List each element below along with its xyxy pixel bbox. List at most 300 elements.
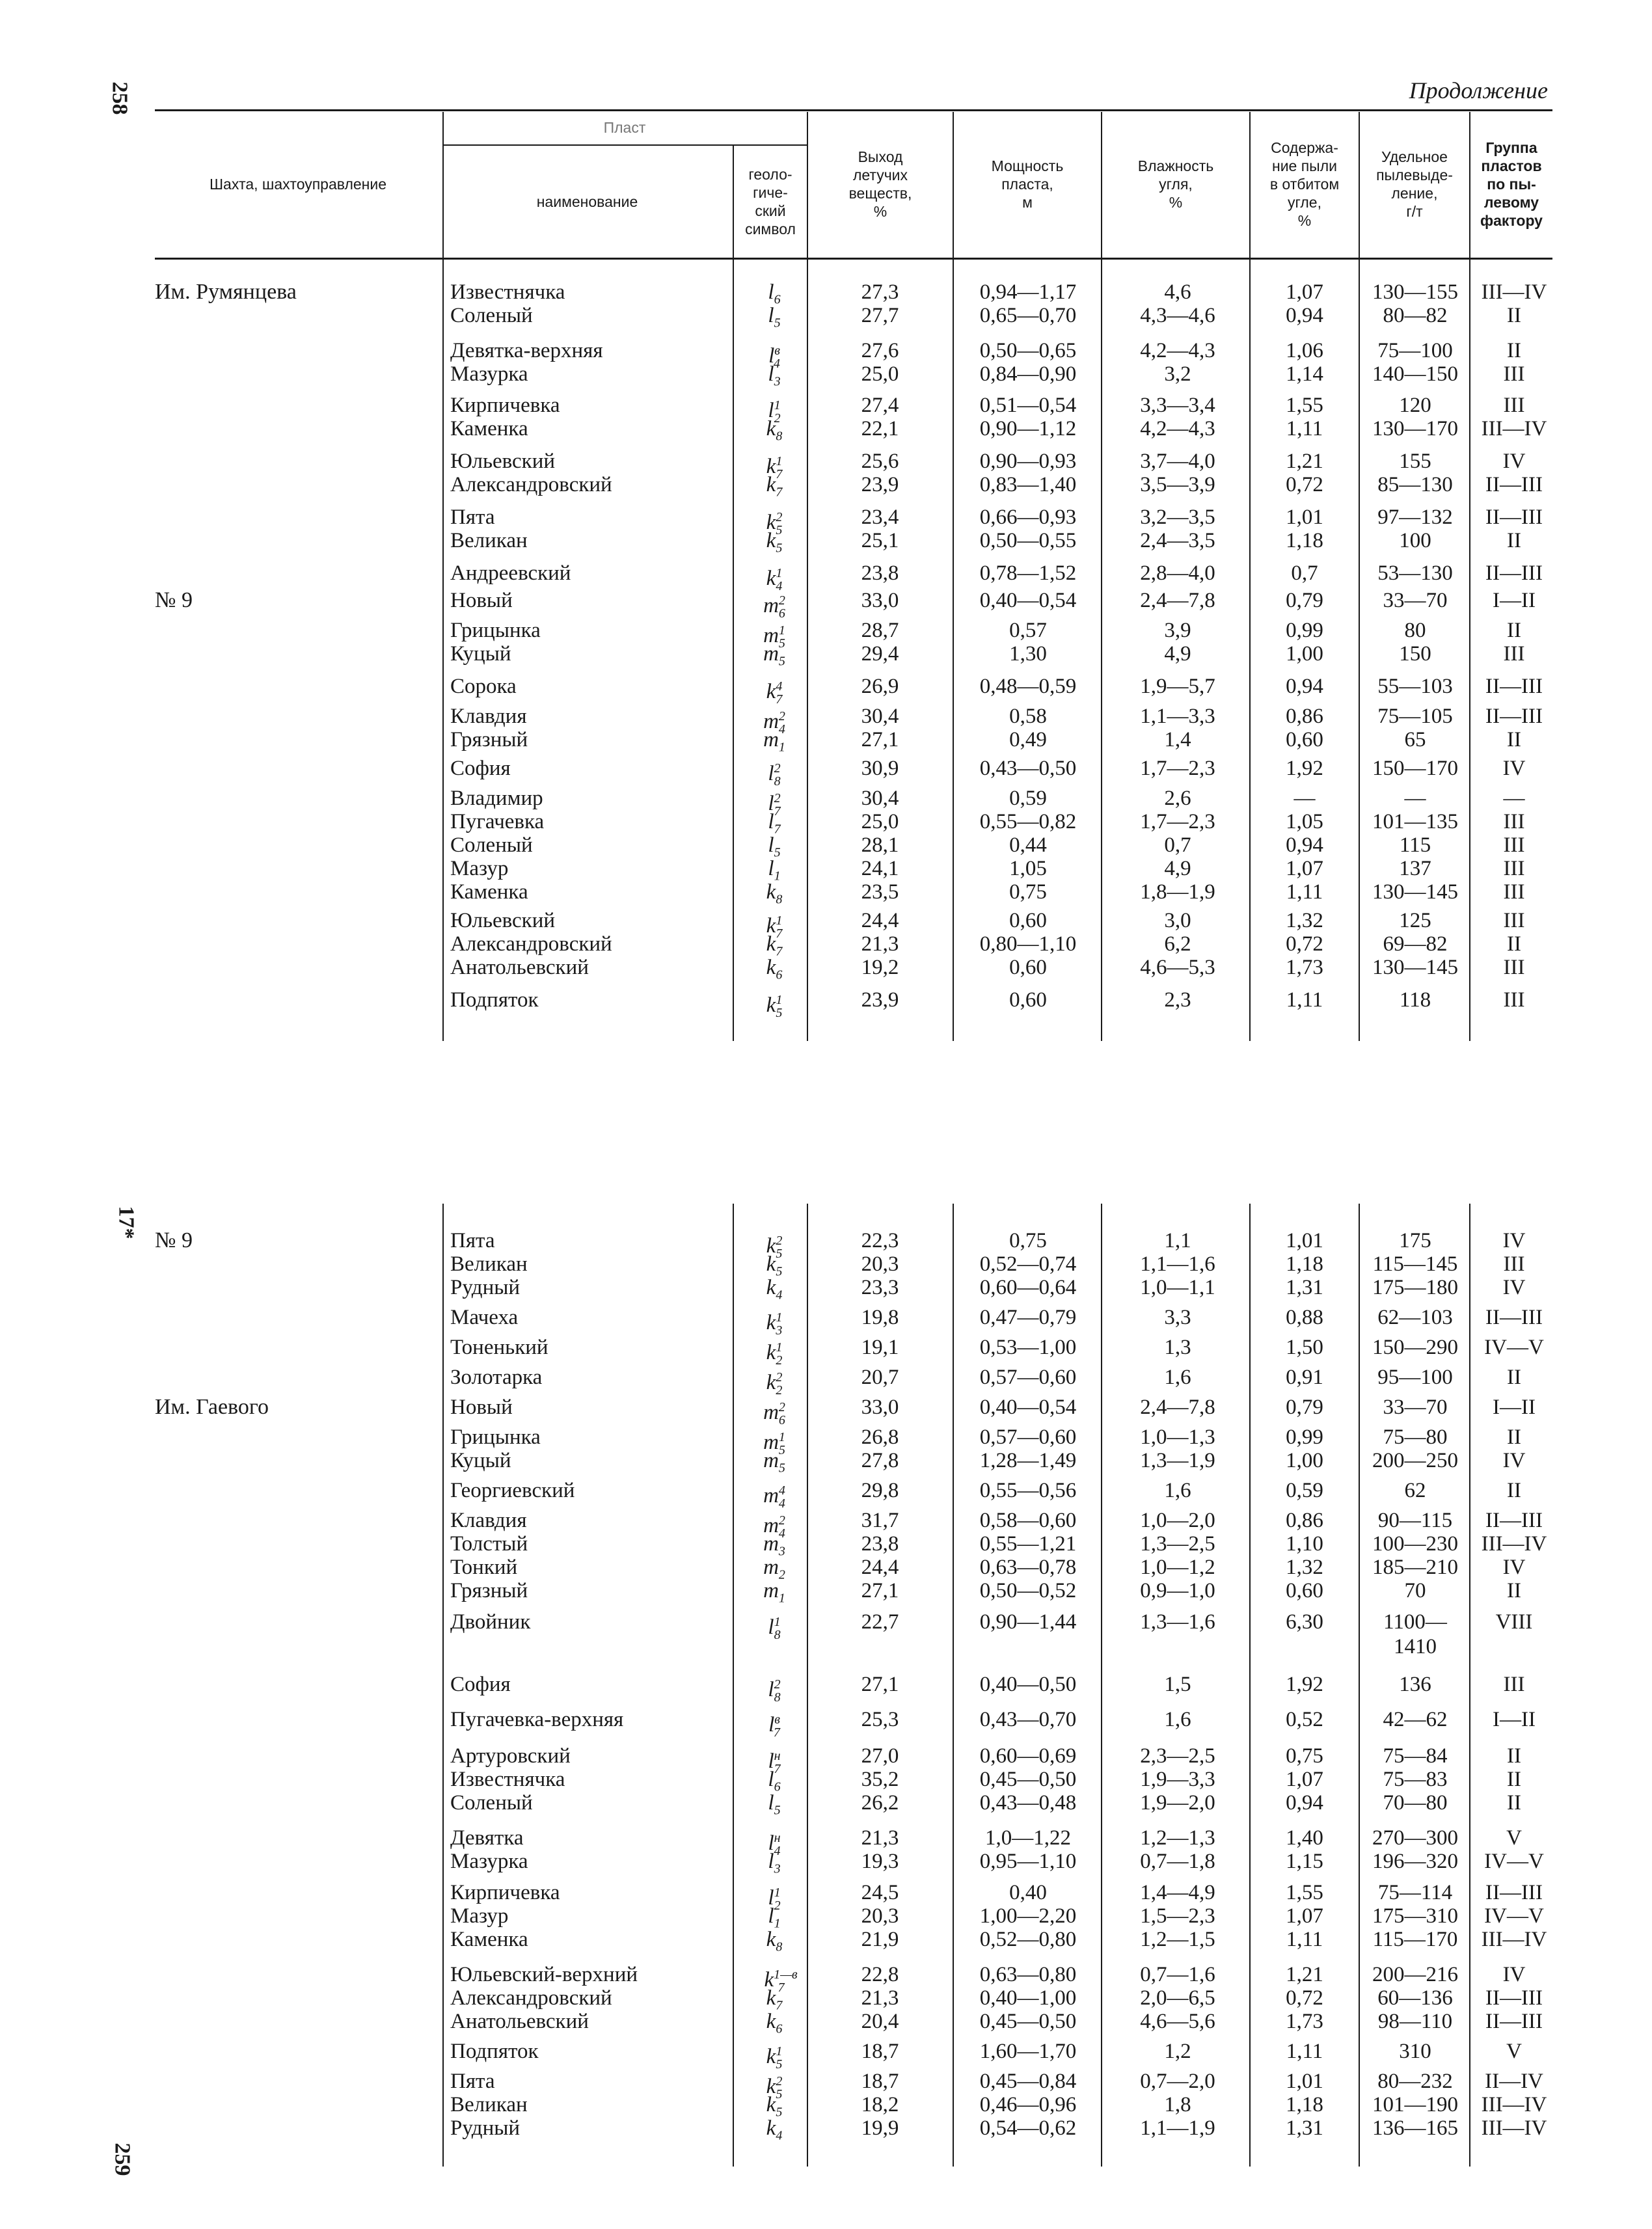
table-row <box>0 1610 1652 1658</box>
seam-name: Мачеха <box>450 1306 519 1329</box>
thickness-value: 0,94—1,17 <box>979 280 1077 304</box>
volatile-value: 30,4 <box>861 787 899 810</box>
thickness-value: 1,30 <box>1009 642 1047 666</box>
specific-dust-value: 101—190 <box>1372 2093 1458 2116</box>
humidity-value: 1,3—1,6 <box>1140 1610 1215 1634</box>
thickness-value: 0,49 <box>1009 728 1047 751</box>
humidity-value: 1,6 <box>1164 1479 1191 1502</box>
humidity-value: 3,2 <box>1164 362 1191 386</box>
table-row <box>0 618 1652 651</box>
volatile-value: 21,9 <box>861 1928 899 1951</box>
dust-content-value: 1,55 <box>1286 394 1323 417</box>
humidity-value: 1,0—1,3 <box>1140 1425 1215 1449</box>
specific-dust-value: 270—300 <box>1372 1826 1458 1850</box>
dust-content-value: 1,31 <box>1286 1276 1323 1299</box>
group-value: — <box>1503 787 1525 810</box>
group-value: III <box>1503 362 1525 386</box>
geo-symbol: $k_8$ <box>766 1928 783 1954</box>
humidity-value: 4,6—5,3 <box>1140 956 1215 979</box>
continuation-label: Продолжение <box>1409 77 1548 103</box>
humidity-value: 4,9 <box>1164 642 1191 666</box>
thickness-value: 0,75 <box>1009 880 1047 904</box>
group-value: II—III <box>1485 2010 1543 2033</box>
geo-symbol: $m_3$ <box>763 1532 785 1559</box>
specific-dust-value: 65 <box>1404 728 1426 751</box>
table-row <box>0 727 1652 755</box>
table-row <box>0 1826 1652 1858</box>
specific-dust-value: 80—232 <box>1377 2070 1453 2093</box>
specific-dust-value: 101—135 <box>1372 810 1458 833</box>
group-value: I—II <box>1493 1396 1536 1419</box>
volatile-value: 22,1 <box>861 417 899 440</box>
thickness-value: 0,80—1,10 <box>979 932 1077 956</box>
specific-dust-value: 75—100 <box>1377 339 1453 362</box>
specific-dust-value: 136—165 <box>1372 2116 1458 2140</box>
dust-content-value: 0,75 <box>1286 1744 1323 1768</box>
specific-dust-value: 97—132 <box>1377 506 1453 529</box>
table-row <box>0 1228 1652 1261</box>
table-row <box>0 1744 1652 1776</box>
humidity-value: 1,0—1,2 <box>1140 1556 1215 1579</box>
header-shaft: Шахта, шахтоуправление <box>209 176 387 193</box>
seam-name: Анатольевский <box>450 956 589 979</box>
dust-content-value: 1,11 <box>1286 417 1323 440</box>
table-row <box>0 642 1652 669</box>
volatile-value: 20,4 <box>861 2010 899 2033</box>
group-value: III <box>1503 956 1525 979</box>
thickness-value: 0,43—0,48 <box>979 1791 1077 1815</box>
table-row <box>0 362 1652 389</box>
thickness-value: 0,60 <box>1009 909 1047 932</box>
group-value: IV—V <box>1484 1336 1544 1359</box>
volatile-value: 27,3 <box>861 280 899 304</box>
dust-content-value: 0,72 <box>1286 932 1323 956</box>
seam-name: Мазур <box>450 1904 509 1928</box>
seam-name: Рудный <box>450 2116 521 2140</box>
volatile-value: 18,7 <box>861 2040 899 2063</box>
humidity-value: 2,4—7,8 <box>1140 1396 1215 1419</box>
volatile-value: 27,1 <box>861 1579 899 1602</box>
group-value: II—III <box>1485 561 1543 585</box>
dust-content-value: 1,07 <box>1286 280 1323 304</box>
volatile-value: 26,2 <box>861 1791 899 1815</box>
table-top-rule <box>155 109 1552 111</box>
thickness-value: 0,57—0,60 <box>979 1425 1077 1449</box>
seam-name: Владимир <box>450 787 543 810</box>
geo-symbol: $k^1_5$ <box>766 993 783 1020</box>
volatile-value: 27,8 <box>861 1449 899 1472</box>
specific-dust-value: 140—150 <box>1372 362 1458 386</box>
dust-content-value: 1,10 <box>1286 1532 1323 1556</box>
thickness-value: 0,45—0,84 <box>979 2070 1077 2093</box>
table-row <box>0 1927 1652 1952</box>
header-divider <box>733 146 734 258</box>
seam-name: Подпяток <box>450 2040 539 2063</box>
specific-dust-value: 53—130 <box>1377 561 1453 585</box>
humidity-value: 1,1—1,6 <box>1140 1252 1215 1276</box>
geo-symbol: $k_5$ <box>766 2093 783 2120</box>
geo-symbol: $k^2_2$ <box>766 1370 783 1398</box>
group-value: III—IV <box>1481 1532 1547 1556</box>
group-value: IV—V <box>1484 1850 1544 1873</box>
geo-symbol: $k_4$ <box>766 1276 783 1303</box>
dust-content-value: 1,15 <box>1286 1850 1323 1873</box>
thickness-value: 0,78—1,52 <box>979 561 1077 585</box>
group-value: IV <box>1502 757 1526 780</box>
humidity-value: 1,5 <box>1164 1673 1191 1696</box>
table-row <box>0 1425 1652 1457</box>
geo-symbol: $l^2_8$ <box>768 1677 781 1705</box>
volatile-value: 28,7 <box>861 619 899 642</box>
seam-name: Грязный <box>450 728 528 751</box>
humidity-value: 2,8—4,0 <box>1140 561 1215 585</box>
header-divider <box>807 112 808 258</box>
table-row <box>0 1849 1652 1874</box>
humidity-value: 1,7—2,3 <box>1140 810 1215 833</box>
humidity-value: 3,3 <box>1164 1306 1191 1329</box>
specific-dust-value: 200—216 <box>1372 1963 1458 1986</box>
table-row <box>0 1767 1652 1792</box>
humidity-value: 4,6—5,6 <box>1140 2010 1215 2033</box>
table-row <box>0 338 1652 371</box>
group-value: IV <box>1502 1963 1526 1986</box>
specific-dust-value: 62—103 <box>1377 1306 1453 1329</box>
humidity-value: 1,3—1,9 <box>1140 1449 1215 1472</box>
dust-content-value: 1,11 <box>1286 880 1323 904</box>
seam-name: Девятка-верхняя <box>450 339 603 362</box>
seam-name: Тонкий <box>450 1556 518 1579</box>
group-value: V <box>1506 1826 1522 1850</box>
header-group: Группа пластов по пы- левому фактору <box>1480 139 1543 229</box>
volatile-value: 25,0 <box>861 362 899 386</box>
group-value: III <box>1503 833 1525 857</box>
humidity-value: 1,7—2,3 <box>1140 757 1215 780</box>
specific-dust-value: 62 <box>1404 1479 1426 1502</box>
group-value: II <box>1507 619 1521 642</box>
volatile-value: 28,1 <box>861 833 899 857</box>
group-value: III <box>1503 857 1525 880</box>
volatile-value: 24,1 <box>861 857 899 880</box>
volatile-value: 23,8 <box>861 561 899 585</box>
geo-symbol: $k_4$ <box>766 2116 783 2143</box>
thickness-value: 0,90—1,44 <box>979 1610 1077 1634</box>
table-row <box>0 955 1652 980</box>
volatile-value: 23,9 <box>861 473 899 496</box>
specific-dust-value: 115 <box>1399 833 1431 857</box>
seam-name: Куцый <box>450 642 511 666</box>
seam-name: Каменка <box>450 1928 528 1951</box>
geo-symbol: $m_5$ <box>763 642 785 669</box>
thickness-value: 0,84—0,90 <box>979 362 1077 386</box>
table-row <box>0 393 1652 426</box>
volatile-value: 25,3 <box>861 1708 899 1731</box>
geo-symbol: $l_5$ <box>768 833 781 860</box>
group-value: III <box>1503 642 1525 666</box>
thickness-value: 1,60—1,70 <box>979 2040 1077 2063</box>
volatile-value: 23,8 <box>861 1532 899 1556</box>
header-divider <box>1249 112 1251 258</box>
geo-symbol: $k^1_4$ <box>766 566 783 593</box>
specific-dust-value: 310 <box>1399 2040 1431 2063</box>
group-value: II <box>1507 1744 1521 1768</box>
geo-symbol: $k^2_5$ <box>766 2074 783 2101</box>
dust-content-value: 0,99 <box>1286 1425 1323 1449</box>
volatile-value: 19,1 <box>861 1336 899 1359</box>
volatile-value: 23,3 <box>861 1276 899 1299</box>
dust-content-value: 1,00 <box>1286 642 1323 666</box>
dust-content-value: 0,86 <box>1286 1509 1323 1532</box>
header-humidity: Влажность угля, % <box>1137 157 1214 211</box>
table-row <box>0 1275 1652 1303</box>
geo-symbol: $l_5$ <box>768 304 781 331</box>
thickness-value: 0,50—0,65 <box>979 339 1077 362</box>
table-row <box>0 1478 1652 1511</box>
volatile-value: 23,9 <box>861 988 899 1012</box>
volatile-value: 25,0 <box>861 810 899 833</box>
specific-dust-value: 120 <box>1399 394 1431 417</box>
volatile-value: 24,4 <box>861 1556 899 1579</box>
volatile-value: 23,5 <box>861 880 899 904</box>
table-row <box>0 588 1652 621</box>
group-value: III—IV <box>1481 417 1547 440</box>
dust-content-value: 1,73 <box>1286 956 1323 979</box>
specific-dust-value: 55—103 <box>1377 675 1453 698</box>
thickness-value: 0,63—0,80 <box>979 1963 1077 1986</box>
humidity-value: 4,6 <box>1164 280 1191 304</box>
geo-symbol: $k^2_5$ <box>766 1234 783 1261</box>
dust-content-value: 1,73 <box>1286 2010 1323 2033</box>
volatile-value: 20,3 <box>861 1904 899 1928</box>
group-value: II—IV <box>1485 2070 1543 2093</box>
specific-dust-value: 70—80 <box>1383 1791 1448 1815</box>
header-dust-content: Содержа- ние пыли в отбитом угле, % <box>1269 139 1340 229</box>
dust-content-value: 1,11 <box>1286 988 1323 1012</box>
seam-name: Клавдия <box>450 705 527 728</box>
dust-content-value: 1,01 <box>1286 2070 1323 2093</box>
specific-dust-value: 69—82 <box>1383 932 1448 956</box>
geo-symbol: $m^1_5$ <box>763 1430 785 1457</box>
dust-content-value: 0,60 <box>1286 728 1323 751</box>
specific-dust-value: 175—180 <box>1372 1276 1458 1299</box>
seam-name: Кирпичевка <box>450 394 560 417</box>
group-value: II—III <box>1485 1306 1543 1329</box>
humidity-value: 2,3 <box>1164 988 1191 1012</box>
geo-symbol: $m^1_5$ <box>763 623 785 651</box>
table-row <box>0 1335 1652 1368</box>
dust-content-value: 1,05 <box>1286 810 1323 833</box>
header-divider <box>1359 112 1360 258</box>
humidity-value: 1,5—2,3 <box>1140 1904 1215 1928</box>
group-value: IV <box>1502 450 1526 473</box>
volatile-value: 24,4 <box>861 909 899 932</box>
table-header-rule <box>155 258 1552 260</box>
thickness-value: 0,58 <box>1009 705 1047 728</box>
thickness-value: 0,65—0,70 <box>979 304 1077 327</box>
specific-dust-value: 42—62 <box>1383 1708 1448 1731</box>
humidity-value: 1,3 <box>1164 1336 1191 1359</box>
geo-symbol: $k_7$ <box>766 473 783 500</box>
specific-dust-value: 185—210 <box>1372 1556 1458 1579</box>
geo-symbol: $l^н_7$ <box>768 1749 781 1776</box>
dust-content-value: 0,59 <box>1286 1479 1323 1502</box>
group-value: III—IV <box>1481 2093 1547 2116</box>
dust-content-value: 1,00 <box>1286 1449 1323 1472</box>
specific-dust-value: 155 <box>1399 450 1431 473</box>
humidity-value: 1,4 <box>1164 728 1191 751</box>
seam-name: Соленый <box>450 1791 533 1815</box>
group-value: III <box>1503 810 1525 833</box>
humidity-value: 1,9—3,3 <box>1140 1768 1215 1791</box>
group-value: III <box>1503 880 1525 904</box>
specific-dust-value: 130—145 <box>1372 956 1458 979</box>
group-value: II <box>1507 1425 1521 1449</box>
geo-symbol: $k_6$ <box>766 2010 783 2036</box>
specific-dust-value: 200—250 <box>1372 1449 1458 1472</box>
specific-dust-value: 115—170 <box>1372 1928 1458 1951</box>
group-value: II <box>1507 1791 1521 1815</box>
table-row <box>0 756 1652 789</box>
humidity-value: 3,9 <box>1164 619 1191 642</box>
group-value: IV <box>1502 1556 1526 1579</box>
thickness-value: 0,51—0,54 <box>979 394 1077 417</box>
table-row <box>0 2116 1652 2141</box>
humidity-value: 0,7—2,0 <box>1140 2070 1215 2093</box>
table-row <box>0 528 1652 556</box>
humidity-value: 3,3—3,4 <box>1140 394 1215 417</box>
thickness-value: 0,45—0,50 <box>979 2010 1077 2033</box>
dust-content-value: 1,21 <box>1286 450 1323 473</box>
header-divider <box>1469 112 1470 258</box>
dust-content-value: 1,92 <box>1286 757 1323 780</box>
seam-name: Георгиевский <box>450 1479 575 1502</box>
table-row <box>0 472 1652 500</box>
dust-content-value: 1,18 <box>1286 1252 1323 1276</box>
geo-symbol: $m_1$ <box>763 1579 785 1606</box>
humidity-value: 1,3—2,5 <box>1140 1532 1215 1556</box>
humidity-value: 1,9—5,7 <box>1140 675 1215 698</box>
table-row <box>0 505 1652 537</box>
table-row <box>0 1448 1652 1476</box>
specific-dust-value: 125 <box>1399 909 1431 932</box>
geo-symbol: $l_7$ <box>768 810 781 837</box>
dust-content-value: 1,18 <box>1286 2093 1323 2116</box>
geo-symbol: $l^в_4$ <box>768 344 780 371</box>
volatile-value: 19,2 <box>861 956 899 979</box>
header-geo-symbol: геоло- гиче- ский символ <box>745 166 796 237</box>
thickness-value: 0,40—0,54 <box>979 1396 1077 1419</box>
table-row <box>0 2092 1652 2120</box>
shaft-label: № 9 <box>155 588 193 612</box>
thickness-value: 0,90—1,12 <box>979 417 1077 440</box>
dust-content-value: 1,40 <box>1286 1826 1323 1850</box>
dust-content-value: 1,11 <box>1286 1928 1323 1951</box>
volatile-value: 29,8 <box>861 1479 899 1502</box>
thickness-value: 0,60 <box>1009 988 1047 1012</box>
specific-dust-value: 75—84 <box>1383 1744 1448 1768</box>
humidity-value: 3,7—4,0 <box>1140 450 1215 473</box>
seam-name: Известнячка <box>450 280 565 304</box>
group-value: I—II <box>1493 1708 1536 1731</box>
humidity-value: 4,9 <box>1164 857 1191 880</box>
thickness-value: 0,90—0,93 <box>979 450 1077 473</box>
geo-symbol: $k^2_5$ <box>766 510 783 537</box>
table-row <box>0 1252 1652 1277</box>
specific-dust-value: 150 <box>1399 642 1431 666</box>
table-row <box>0 1555 1652 1580</box>
thickness-value: 0,40—1,00 <box>979 1986 1077 2010</box>
volatile-value: 26,8 <box>861 1425 899 1449</box>
table-row <box>0 416 1652 444</box>
geo-symbol: $k_8$ <box>766 880 783 907</box>
specific-dust-value: 33—70 <box>1383 1396 1448 1419</box>
humidity-value: 2,3—2,5 <box>1140 1744 1215 1768</box>
thickness-value: 0,60—0,64 <box>979 1276 1077 1299</box>
thickness-value: 0,48—0,59 <box>979 675 1077 698</box>
specific-dust-value: 150—290 <box>1372 1336 1458 1359</box>
group-value: III <box>1503 394 1525 417</box>
seam-name: Александровский <box>450 932 612 956</box>
volatile-value: 19,3 <box>861 1850 899 1873</box>
dust-content-value: 0,91 <box>1286 1366 1323 1389</box>
specific-dust-value: 130—170 <box>1372 417 1458 440</box>
thickness-value: 1,00—2,20 <box>979 1904 1077 1928</box>
page-number-bottom: 259 <box>110 2142 135 2176</box>
humidity-value: 2,6 <box>1164 787 1191 810</box>
group-value: III <box>1503 909 1525 932</box>
table-row <box>0 932 1652 959</box>
volatile-value: 18,2 <box>861 2093 899 2116</box>
volatile-value: 35,2 <box>861 1768 899 1791</box>
table-row <box>0 704 1652 736</box>
seam-name: Девятка <box>450 1826 524 1850</box>
seam-name: Грязный <box>450 1579 528 1602</box>
geo-symbol: $k_8$ <box>766 417 783 444</box>
group-value: II <box>1507 932 1521 956</box>
thickness-value: 0,52—0,80 <box>979 1928 1077 1951</box>
humidity-value: 1,8—1,9 <box>1140 880 1215 904</box>
volatile-value: 27,6 <box>861 339 899 362</box>
dust-content-value: 1,07 <box>1286 1904 1323 1928</box>
table-row <box>0 833 1652 858</box>
humidity-value: 4,2—4,3 <box>1140 417 1215 440</box>
dust-content-value: 1,32 <box>1286 1556 1323 1579</box>
table-row <box>0 1672 1652 1705</box>
group-value: I—II <box>1493 589 1536 612</box>
dust-content-value: 1,92 <box>1286 1673 1323 1696</box>
group-value: II <box>1507 1768 1521 1791</box>
dust-content-value: 1,50 <box>1286 1336 1323 1359</box>
shaft-label: № 9 <box>155 1228 193 1252</box>
specific-dust-value: 33—70 <box>1383 589 1448 612</box>
thickness-value: 0,43—0,70 <box>979 1708 1077 1731</box>
specific-dust-value: 75—83 <box>1383 1768 1448 1791</box>
thickness-value: 0,63—0,78 <box>979 1556 1077 1579</box>
page-marker-middle: 17* <box>114 1206 139 1239</box>
table-row <box>0 809 1652 837</box>
seam-name: Известнячка <box>450 1768 565 1791</box>
group-value: IV <box>1502 1449 1526 1472</box>
seam-name: Пята <box>450 2070 495 2093</box>
seam-name: Соленый <box>450 833 533 857</box>
seam-name: Артуровский <box>450 1744 571 1768</box>
geo-symbol: $k_6$ <box>766 956 783 982</box>
volatile-value: 27,4 <box>861 394 899 417</box>
geo-symbol: $l^2_8$ <box>768 761 781 789</box>
thickness-value: 0,40—0,54 <box>979 589 1077 612</box>
geo-symbol: $k_7$ <box>766 932 783 959</box>
seam-name: Андреевский <box>450 561 571 585</box>
table-row <box>0 303 1652 331</box>
